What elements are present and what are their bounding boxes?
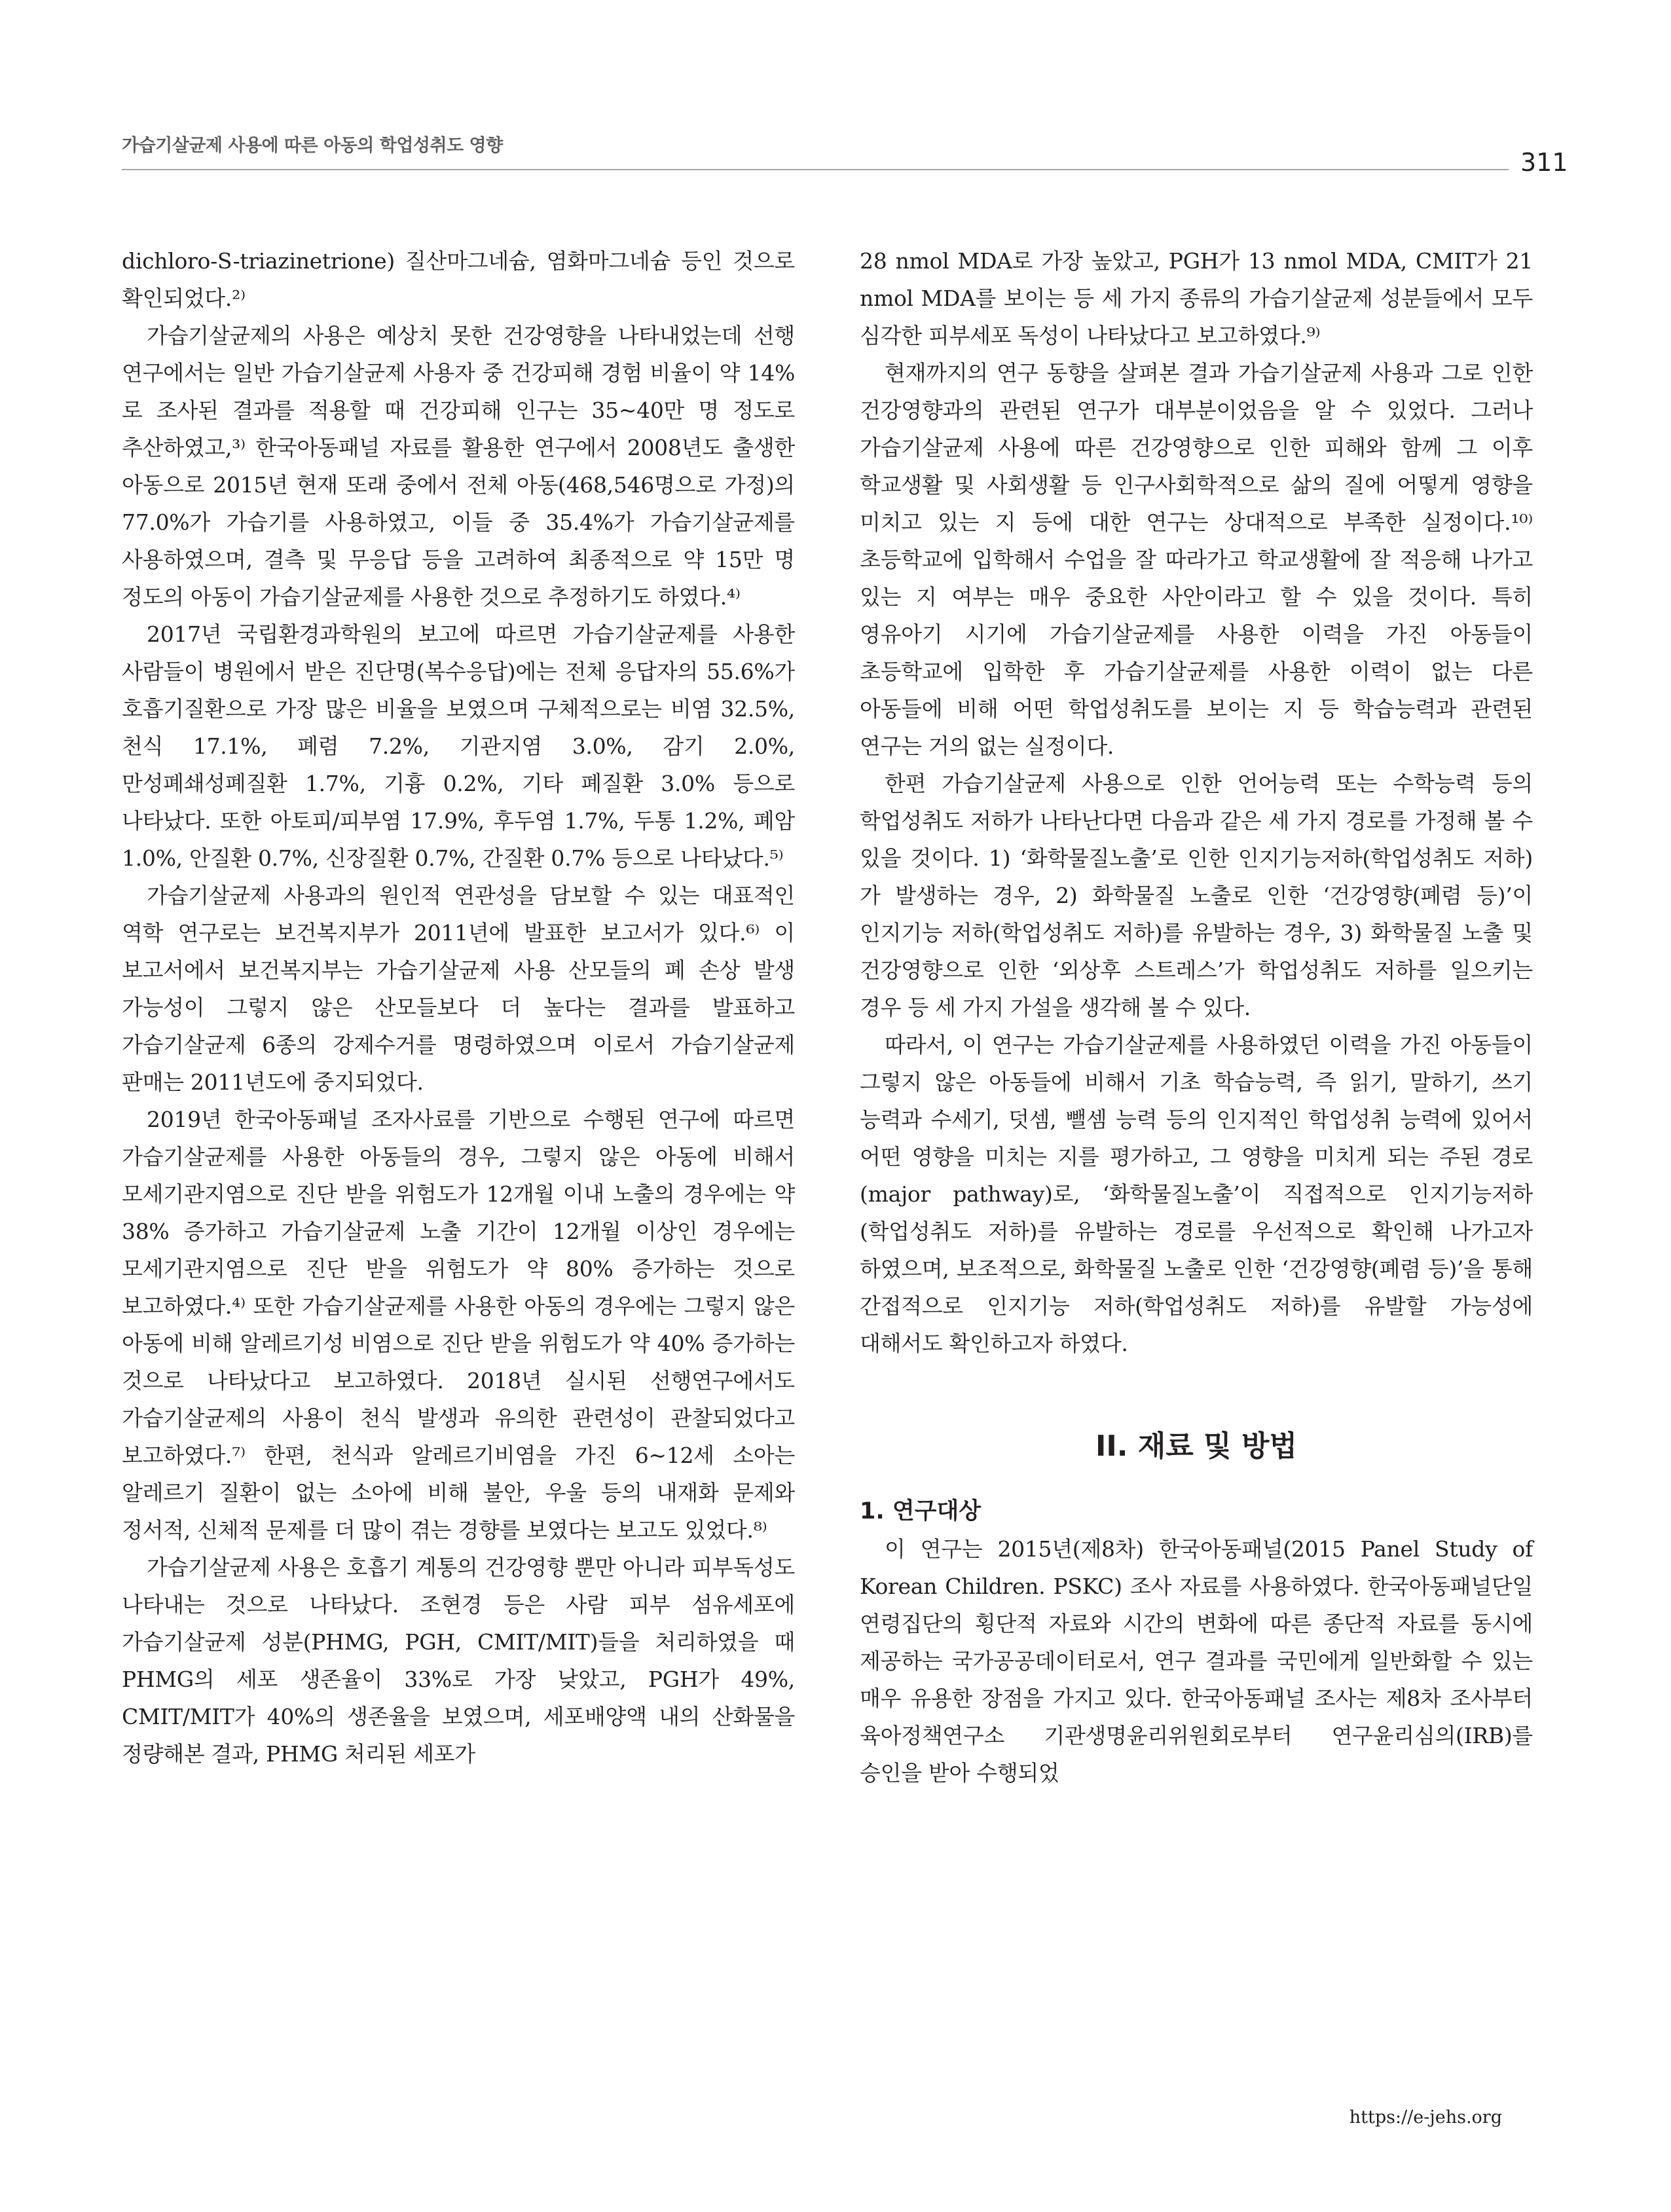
paragraph: 2019년 한국아동패널 조자사료를 기반으로 수행된 연구에 따르면 가습기살균제를 사용한 아동들의 경우, 그렇지 않은 아동에 비해서 모세기관지염으로 진단 받을 위험도가 12개월 이내 노출의 경우에는 약 38% 증가하고 가습기살균제 노출 기간이 12개월 이상인 경우에는 모세기관지염으로 진단 받을 위험도가 약 80% 증가하는 것으로 보고하였다.⁴⁾ 또한 가습기살균제를 사용한 아동의 경우에는 그렇지 않은 아동에 비해 알레르기성 비염으로 진단 받을 위험도가 약 40% 증가하는 것으로 나타났다고 보고하였다. 2018년 실시된 선행연구에서도 가습기살균제의 사용이 천식 발생과 유의한 관련성이 관찰되었다고 보고하였다.⁷⁾ 한편, 천식과 알레르기비염을 가진 6~12세 소아는 알레르기 질환이 없는 소아에 비해 불안, 우울 등의 내재화 문제와 정서적, 신체적 문제를 더 많이 겪는 경향를 보였다는 보고도 있었다.⁸⁾ xyxy=(122,1107,795,1543)
paragraph: 한편 가습기살균제 사용으로 인한 언어능력 또는 수학능력 등의 학업성취도 저하가 나타난다면 다음과 같은 세 가지 경로를 가정해 볼 수 있을 것이다. 1) ‘화학물질노출’로 인한 인지기능저하(학업성취도 저하)가 발생하는 경우, 2) 화학물질 노출로 인한 ‘건강영향(폐렴 등)’이 인지기능 저하(학업성취도 저하)를 유발하는 경우, 3) 화학물질 노출 및 건강영향으로 인한 ‘외상후 스트레스’가 학업성취도 저하를 일으키는 경우 등 세 가지 가설을 생각해 볼 수 있다. xyxy=(860,771,1533,1020)
paragraph: 현재까지의 연구 동향을 살펴본 결과 가습기살균제 사용과 그로 인한 건강영향과의 관련된 연구가 대부분이었음을 알 수 있었다. 그러나 가습기살균제 사용에 따른 건강영향으로 인한 피해와 함께 그 이후 학교생활 및 사회생활 등 인구사회학적으로 삶의 질에 어떻게 영향을 미치고 있는 지 등에 대한 연구는 상대적으로 부족한 실정이다.¹⁰⁾ 초등학교에 입학해서 수업을 잘 따라가고 학교생활에 잘 적응해 나가고 있는 지 여부는 매우 중요한 사안이라고 할 수 있을 것이다. 특히 영유아기 시기에 가습기살균제를 사용한 이력을 가진 아동들이 초등학교에 입학한 후 가습기살균제를 사용한 이력이 없는 다른 아동들에 비해 어떤 학업성취도를 보이는 지 등 학습능력과 관련된 연구는 거의 없는 실정이다. xyxy=(860,360,1533,759)
paragraph: dichloro-S-triazinetrione) 질산마그네슘, 염화마그네슘 등인 것으로 확인되었다.²⁾ xyxy=(122,248,795,311)
paragraph: 따라서, 이 연구는 가습기살균제를 사용하였던 이력을 가진 아동들이 그렇지 않은 아동들에 비해서 기초 학습능력, 즉 읽기, 말하기, 쓰기 능력과 수세기, 덧셈, 뺄셈 능력 등의 인지적인 학업성취 능력에 있어서 어떤 영향을 미치는 지를 평가하고, 그 영향을 미치게 되는 주된 경로(major pathway)로, ‘화학물질노출’이 직접적으로 인지기능저하(학업성취도 저하)를 유발하는 경로를 우선적으로 확인해 나가고자 하였으며, 보조적으로, 화학물질 노출로 인한 ‘건강영향(폐렴 등)’을 통해 간접적으로 인지기능 저하(학업성취도 저하)를 유발할 가능성에 대해서도 확인하고자 하였다. xyxy=(860,1032,1533,1356)
paragraph: 가습기살균제 사용은 호흡기 계통의 건강영향 뿐만 아니라 피부독성도 나타내는 것으로 나타났다. 조현경 등은 사람 피부 섬유세포에 가습기살균제 성분(PHMG, PGH, CMIT/MIT)들을 처리하였을 때 PHMG의 세포 생존율이 33%로 가장 낮았고, PGH가 49%, CMIT/MIT가 40%의 생존율을 보였으며, 세포배양액 내의 산화물을 정량해본 결과, PHMG 처리된 세포가 xyxy=(122,1555,795,1767)
paragraph: 이 연구는 2015년(제8차) 한국아동패널(2015 Panel Study of Korean Children. PSKC) 조사 자료를 사용하였다. 한국아동패널단일 연령집단의 횡단적 자료와 시간의 변화에 따른 종단적 자료를 동시에 제공하는 국가공공데이터로서, 연구 결과를 국민에게 일반화할 수 있는 매우 유용한 장점을 가지고 있다. 한국아동패널 조사는 제8차 조사부터 육아정책연구소 기관생명윤리위원회로부터 연구윤리심의(IRB)를 승인을 받아 수행되었 xyxy=(860,1536,1533,1786)
subsection-heading: 1. 연구대상 xyxy=(860,1498,982,1524)
paragraph: 가습기살균제의 사용은 예상치 못한 건강영향을 나타내었는데 선행 연구에서는 일반 가습기살균제 사용자 중 건강피해 경험 비율이 약 14%로 조사된 결과를 적용할 때 건강피해 인구는 35~40만 명 정도로 추산하였고,³⁾ 한국아동패널 자료를 활용한 연구에서 2008년도 출생한 아동으로 2015년 현재 또래 중에서 전체 아동(468,546명으로 가정)의 77.0%가 가습기를 사용하였고, 이들 중 35.4%가 가습기살균제를 사용하였으며, 결측 및 무응답 등을 고려하여 최종적으로 약 15만 명 정도의 아동이 가습기살균제를 사용한 것으로 추정하기도 하였다.⁴⁾ xyxy=(122,323,795,610)
page-number: 311 xyxy=(1520,148,1568,177)
paragraph: 가습기살균제 사용과의 원인적 연관성을 담보할 수 있는 대표적인 역학 연구로는 보건복지부가 2011년에 발표한 보고서가 있다.⁶⁾ 이 보고서에서 보건복지부는 가습기살균제 사용 산모들의 폐 손상 발생 가능성이 그렇지 않은 산모들보다 더 높다는 결과를 발표하고 가습기살균제 6종의 강제수거를 명령하였으며 이로서 가습기살균제 판매는 2011년도에 중지되었다. xyxy=(122,883,795,1095)
section-heading: II. 재료 및 방법 xyxy=(1095,1429,1297,1463)
paragraph: 2017년 국립환경과학원의 보고에 따르면 가습기살균제를 사용한 사람들이 병원에서 받은 진단명(복수응답)에는 전체 응답자의 55.6%가 호흡기질환으로 가장 많은 비율을 보였으며 구체적으로는 비염 32.5%, 천식 17.1%, 폐렴 7.2%, 기관지염 3.0%, 감기 2.0%, 만성폐쇄성폐질환 1.7%, 기흉 0.2%, 기타 폐질환 3.0% 등으로 나타났다. 또한 아토피/피부염 17.9%, 후두염 1.7%, 두통 1.2%, 폐암 1.0%, 안질환 0.7%, 신장질환 0.7%, 간질환 0.7% 등으로 나타났다.⁵⁾ xyxy=(122,621,795,871)
running-title: 가습기살균제 사용에 따른 아동의 학업성취도 영향 xyxy=(122,136,503,156)
footer-url: https://e-jehs.org xyxy=(1349,2107,1502,2128)
paragraph: 28 nmol MDA로 가장 높았고, PGH가 13 nmol MDA, CMIT가 21 nmol MDA를 보이는 등 세 가지 종류의 가습기살균제 성분들에서 모두 심각한 피부세포 독성이 나타났다고 보고하였다.⁹⁾ xyxy=(860,248,1533,348)
header-rule xyxy=(122,169,1509,170)
right-column xyxy=(860,242,1533,1792)
left-column xyxy=(122,242,795,1773)
